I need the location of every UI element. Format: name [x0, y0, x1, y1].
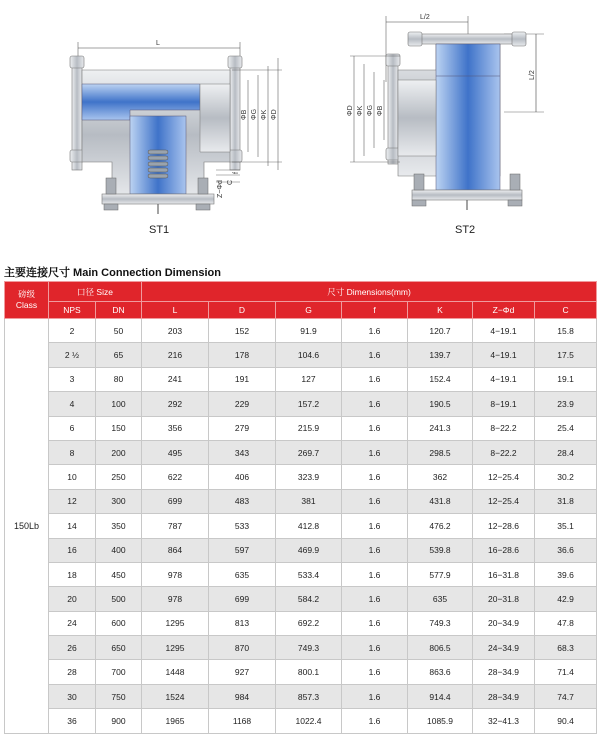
table-cell: 635 — [408, 587, 473, 611]
table-cell: 1.6 — [342, 684, 408, 708]
table-cell: 1.6 — [342, 440, 408, 464]
table-cell: 47.8 — [535, 611, 597, 635]
table-cell: 24 — [49, 611, 96, 635]
header-col-7: Z−Φd — [473, 302, 535, 319]
table-cell: 381 — [276, 489, 342, 513]
table-cell: 30 — [49, 684, 96, 708]
table-cell: 16−28.6 — [473, 538, 535, 562]
header-size-group: 口径 Size — [49, 282, 142, 302]
figure-label-st1: ST1 — [149, 224, 170, 236]
st1-dim-zd: Z−Φd — [217, 180, 224, 198]
st1-dim-c: C — [227, 179, 234, 185]
table-cell: 584.2 — [276, 587, 342, 611]
table-cell: 32−41.3 — [473, 709, 535, 733]
table-cell: 8−19.1 — [473, 392, 535, 416]
table-body — [5, 319, 597, 734]
table-cell: 12−25.4 — [473, 489, 535, 513]
table-cell: 323.9 — [276, 465, 342, 489]
table-cell: 1.6 — [342, 538, 408, 562]
table-cell: 42.9 — [535, 587, 597, 611]
table-cell: 28.4 — [535, 440, 597, 464]
st2-dim-l2-top: L/2 — [420, 14, 430, 21]
table-cell: 650 — [96, 636, 142, 660]
table-cell: 250 — [96, 465, 142, 489]
table-cell: 978 — [142, 587, 209, 611]
table-row — [5, 684, 597, 708]
table-cell: 28 — [49, 660, 96, 684]
table-cell: 8 — [49, 440, 96, 464]
table-cell: 269.7 — [276, 440, 342, 464]
table-cell: 1022.4 — [276, 709, 342, 733]
table-cell: 241.3 — [408, 416, 473, 440]
table-cell: 19.1 — [535, 367, 597, 391]
table-cell: 14 — [49, 514, 96, 538]
table-cell: 100 — [96, 392, 142, 416]
table-cell: 127 — [276, 367, 342, 391]
table-cell: 1295 — [142, 611, 209, 635]
table-cell: 1.6 — [342, 587, 408, 611]
table-cell: 2 — [49, 319, 96, 343]
table-cell: 12−25.4 — [473, 465, 535, 489]
strainer-drawings — [0, 0, 600, 258]
table-cell: 984 — [209, 684, 276, 708]
table-cell: 597 — [209, 538, 276, 562]
table-cell: 203 — [142, 319, 209, 343]
header-col-1: DN — [96, 302, 142, 319]
table-cell: 900 — [96, 709, 142, 733]
header-dimensions-group: 尺寸 Dimensions(mm) — [142, 282, 597, 302]
table-cell: 864 — [142, 538, 209, 562]
table-cell: 1.6 — [342, 489, 408, 513]
class-cell: 150Lb — [5, 319, 49, 734]
table-cell: 300 — [96, 489, 142, 513]
table-cell: 241 — [142, 367, 209, 391]
table-cell: 1168 — [209, 709, 276, 733]
table-cell: 1.6 — [342, 709, 408, 733]
figure-label-st2: ST2 — [455, 224, 476, 236]
table-row — [5, 660, 597, 684]
header-columns-row — [5, 302, 597, 319]
table-cell: 700 — [96, 660, 142, 684]
table-cell: 350 — [96, 514, 142, 538]
table-cell: 1.6 — [342, 636, 408, 660]
table-cell: 150 — [96, 416, 142, 440]
table-cell: 16−31.8 — [473, 562, 535, 586]
table-cell: 412.8 — [276, 514, 342, 538]
table-cell: 635 — [209, 562, 276, 586]
table-row — [5, 440, 597, 464]
table-cell: 1.6 — [342, 611, 408, 635]
header-col-4: G — [276, 302, 342, 319]
table-cell: 857.3 — [276, 684, 342, 708]
table-cell: 4−19.1 — [473, 343, 535, 367]
table-cell: 74.7 — [535, 684, 597, 708]
table-cell: 749.3 — [408, 611, 473, 635]
st2-dim-l2-side: L/2 — [529, 70, 536, 80]
table-cell: 343 — [209, 440, 276, 464]
st2-dim-b: ΦB — [377, 105, 384, 116]
table-cell: 469.9 — [276, 538, 342, 562]
table-cell: 157.2 — [276, 392, 342, 416]
table-cell: 863.6 — [408, 660, 473, 684]
table-cell: 24−34.9 — [473, 636, 535, 660]
table-cell: 927 — [209, 660, 276, 684]
header-col-6: K — [408, 302, 473, 319]
table-cell: 406 — [209, 465, 276, 489]
table-row — [5, 416, 597, 440]
table-row — [5, 587, 597, 611]
header-class-en: Class — [15, 300, 38, 310]
st1-dim-f: f — [233, 172, 240, 174]
table-row — [5, 319, 597, 343]
header-col-0: NPS — [49, 302, 96, 319]
table-cell: 500 — [96, 587, 142, 611]
table-cell: 90.4 — [535, 709, 597, 733]
table-cell: 622 — [142, 465, 209, 489]
table-cell: 20−34.9 — [473, 611, 535, 635]
table-cell: 787 — [142, 514, 209, 538]
table-cell: 68.3 — [535, 636, 597, 660]
table-cell: 25.4 — [535, 416, 597, 440]
table-cell: 16 — [49, 538, 96, 562]
table-cell: 813 — [209, 611, 276, 635]
header-col-8: C — [535, 302, 597, 319]
table-cell: 356 — [142, 416, 209, 440]
st1-dim-d: ΦD — [271, 109, 278, 120]
table-cell: 1524 — [142, 684, 209, 708]
table-row — [5, 514, 597, 538]
table-cell: 600 — [96, 611, 142, 635]
st1-dim-k: ΦK — [261, 109, 268, 120]
header-col-3: D — [209, 302, 276, 319]
table-cell: 483 — [209, 489, 276, 513]
table-cell: 215.9 — [276, 416, 342, 440]
table-cell: 292 — [142, 392, 209, 416]
table-cell: 50 — [96, 319, 142, 343]
table-cell: 298.5 — [408, 440, 473, 464]
table-cell: 533.4 — [276, 562, 342, 586]
table-cell: 1.6 — [342, 416, 408, 440]
table-cell: 4−19.1 — [473, 319, 535, 343]
table-cell: 20−31.8 — [473, 587, 535, 611]
table-cell: 39.6 — [535, 562, 597, 586]
table-cell: 200 — [96, 440, 142, 464]
table-cell: 400 — [96, 538, 142, 562]
table-cell: 36 — [49, 709, 96, 733]
table-cell: 533 — [209, 514, 276, 538]
table-cell: 1.6 — [342, 660, 408, 684]
header-class-cn: 磅级 — [17, 289, 35, 299]
table-row — [5, 392, 597, 416]
table-row — [5, 343, 597, 367]
table-cell: 191 — [209, 367, 276, 391]
table-cell: 12 — [49, 489, 96, 513]
st2-dim-g: ΦG — [367, 104, 374, 116]
st1-drawing — [70, 42, 282, 214]
table-row — [5, 709, 597, 733]
table-cell: 1.6 — [342, 392, 408, 416]
table-cell: 978 — [142, 562, 209, 586]
table-row — [5, 636, 597, 660]
table-cell: 229 — [209, 392, 276, 416]
table-cell: 750 — [96, 684, 142, 708]
table-cell: 152 — [209, 319, 276, 343]
table-cell: 12−28.6 — [473, 514, 535, 538]
table-row — [5, 538, 597, 562]
table-row — [5, 611, 597, 635]
drawing-area — [0, 0, 600, 258]
table-cell: 1.6 — [342, 562, 408, 586]
table-cell: 71.4 — [535, 660, 597, 684]
table-cell: 18 — [49, 562, 96, 586]
table-cell: 17.5 — [535, 343, 597, 367]
table-cell: 1.6 — [342, 343, 408, 367]
table-cell: 577.9 — [408, 562, 473, 586]
header-col-2: L — [142, 302, 209, 319]
table-cell: 806.5 — [408, 636, 473, 660]
dimension-table — [4, 281, 597, 734]
table-cell: 914.4 — [408, 684, 473, 708]
table-cell: 692.2 — [276, 611, 342, 635]
table-cell: 10 — [49, 465, 96, 489]
table-cell: 178 — [209, 343, 276, 367]
table-cell: 3 — [49, 367, 96, 391]
table-row — [5, 562, 597, 586]
table-cell: 216 — [142, 343, 209, 367]
table-cell: 80 — [96, 367, 142, 391]
table-cell: 190.5 — [408, 392, 473, 416]
table-cell: 1965 — [142, 709, 209, 733]
table-cell: 1.6 — [342, 465, 408, 489]
table-cell: 476.2 — [408, 514, 473, 538]
table-cell: 450 — [96, 562, 142, 586]
table-row — [5, 489, 597, 513]
st2-dim-k: ΦK — [357, 105, 364, 116]
table-cell: 1.6 — [342, 514, 408, 538]
table-cell: 35.1 — [535, 514, 597, 538]
table-cell: 431.8 — [408, 489, 473, 513]
table-cell: 36.6 — [535, 538, 597, 562]
table-cell: 15.8 — [535, 319, 597, 343]
table-cell: 1.6 — [342, 367, 408, 391]
table-cell: 28−34.9 — [473, 660, 535, 684]
table-cell: 870 — [209, 636, 276, 660]
table-cell: 139.7 — [408, 343, 473, 367]
table-cell: 8−22.2 — [473, 440, 535, 464]
table-cell: 1.6 — [342, 319, 408, 343]
table-cell: 1085.9 — [408, 709, 473, 733]
table-cell: 539.8 — [408, 538, 473, 562]
table-cell: 4−19.1 — [473, 367, 535, 391]
st2-dim-d: ΦD — [347, 105, 354, 116]
table-cell: 26 — [49, 636, 96, 660]
table-cell: 1295 — [142, 636, 209, 660]
table-cell: 30.2 — [535, 465, 597, 489]
table-cell: 1448 — [142, 660, 209, 684]
header-col-5: f — [342, 302, 408, 319]
table-cell: 749.3 — [276, 636, 342, 660]
st1-dim-b: ΦB — [241, 109, 248, 120]
section-title: 主要连接尺寸 Main Connection Dimension — [4, 267, 221, 279]
table-cell: 152.4 — [408, 367, 473, 391]
table-cell: 91.9 — [276, 319, 342, 343]
table-cell: 279 — [209, 416, 276, 440]
st1-dim-l: L — [156, 40, 160, 47]
table-cell: 8−22.2 — [473, 416, 535, 440]
table-cell: 362 — [408, 465, 473, 489]
table-cell: 31.8 — [535, 489, 597, 513]
table-cell: 23.9 — [535, 392, 597, 416]
table-row — [5, 465, 597, 489]
table-cell: 699 — [209, 587, 276, 611]
table-cell: 20 — [49, 587, 96, 611]
table-cell: 104.6 — [276, 343, 342, 367]
header-class — [5, 282, 49, 319]
table-cell: 6 — [49, 416, 96, 440]
table-cell: 4 — [49, 392, 96, 416]
table-row — [5, 367, 597, 391]
table-cell: 800.1 — [276, 660, 342, 684]
st1-dim-g: ΦG — [251, 108, 258, 120]
table-cell: 120.7 — [408, 319, 473, 343]
table-cell: 495 — [142, 440, 209, 464]
table-cell: 65 — [96, 343, 142, 367]
table-cell: 2 ½ — [49, 343, 96, 367]
table-cell: 28−34.9 — [473, 684, 535, 708]
table-cell: 699 — [142, 489, 209, 513]
